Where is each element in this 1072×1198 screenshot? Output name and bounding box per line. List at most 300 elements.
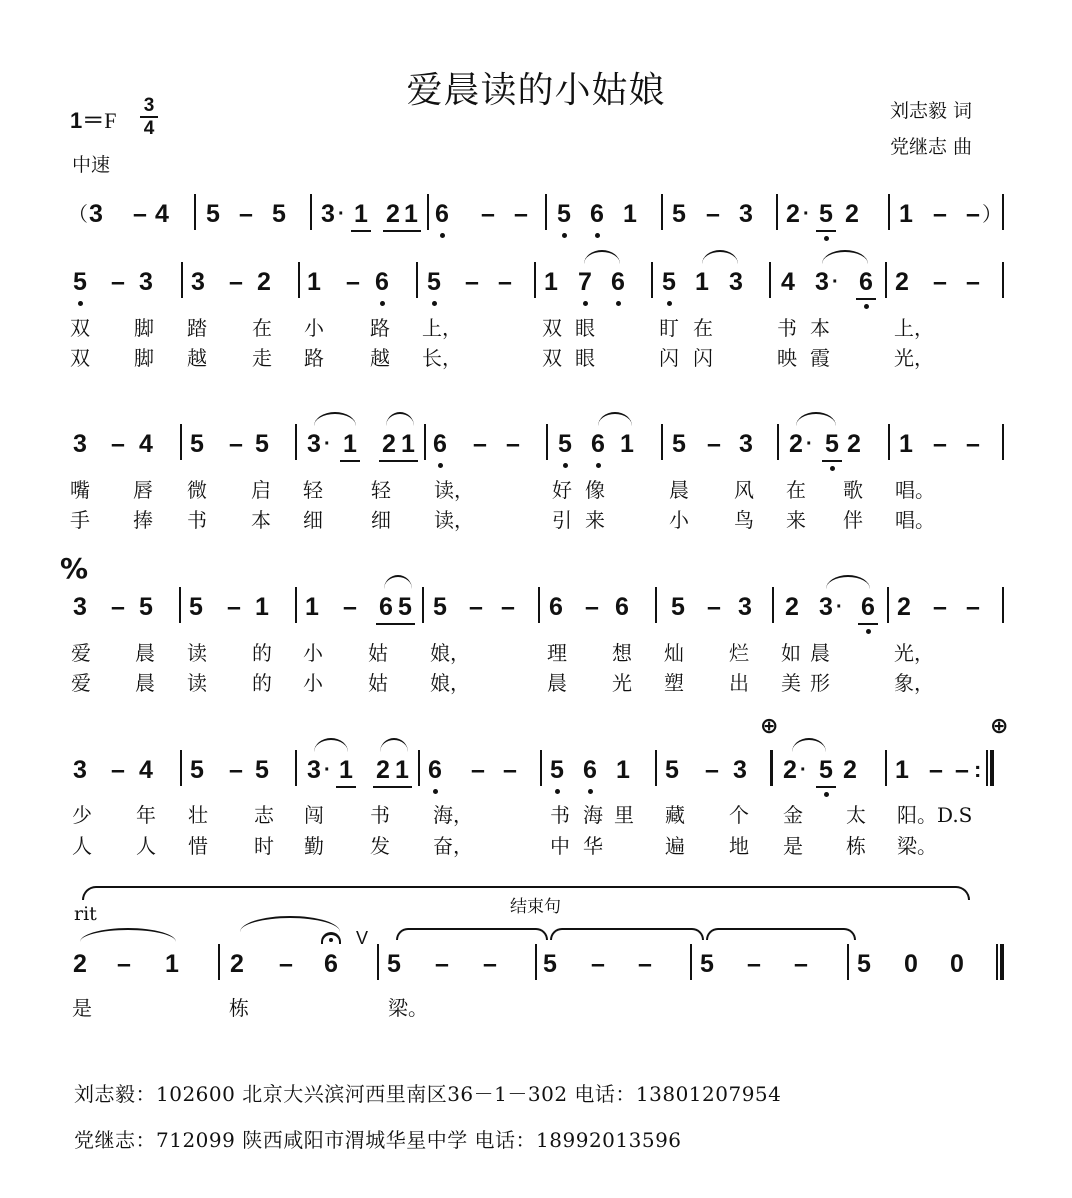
lyric: 晨 — [669, 478, 689, 502]
barline — [218, 944, 220, 980]
note-low: 5 — [424, 268, 444, 296]
staff-line-3 — [70, 430, 1010, 470]
lyric: 爱 — [71, 641, 91, 665]
aug-dot: · — [803, 203, 810, 225]
lyric: 嘴 — [70, 478, 90, 502]
note: 5 — [272, 200, 286, 228]
note: 3 — [73, 593, 87, 621]
note-low: 5 — [659, 268, 679, 296]
barline — [179, 587, 181, 623]
lyric: 塑 — [664, 671, 684, 695]
dash: – — [929, 756, 943, 784]
lyric: 轻 — [303, 478, 323, 502]
final-barline — [996, 944, 1004, 980]
dash: – — [501, 593, 515, 621]
lyric: 奋， — [433, 834, 473, 858]
lyric: 光， — [894, 346, 934, 370]
lyric: 风 — [734, 478, 754, 502]
note: 5 — [255, 756, 269, 784]
tie-bracket — [550, 928, 704, 940]
lyric: 好 — [552, 478, 572, 502]
aug-dot: · — [836, 596, 843, 618]
dash: – — [229, 268, 243, 296]
lyric: 海， — [433, 803, 473, 827]
note: 3 — [815, 268, 829, 296]
note: 4 — [155, 200, 169, 228]
lyric: 脚 — [134, 346, 154, 370]
note: 3 — [729, 268, 743, 296]
note: 1 — [623, 200, 637, 228]
rit-marking: rit — [74, 903, 97, 925]
note: 6 — [376, 593, 396, 621]
lyric: 双 — [70, 316, 90, 340]
note: 3 — [73, 430, 87, 458]
note: 5 — [190, 430, 204, 458]
note-low: 6 — [425, 756, 445, 784]
lyric: 壮 — [188, 803, 208, 827]
rest: 0 — [904, 950, 918, 978]
note: 2 — [786, 200, 800, 228]
dash: – — [933, 268, 947, 296]
note-low: 6 — [858, 593, 878, 621]
note-low: 6 — [608, 268, 628, 296]
dash: – — [638, 950, 652, 978]
barline — [538, 587, 540, 623]
lyric: 理 — [547, 641, 567, 665]
lyric: 是 — [72, 996, 92, 1020]
note: 5 — [395, 593, 415, 621]
lyric: 晨 — [135, 641, 155, 665]
lyric: 灿 — [664, 641, 684, 665]
lyricist-contact: 刘志毅：102600 北京大兴滨河西里南区36－1－302 电话：13801207954 — [74, 1082, 782, 1106]
lyric: 个 — [729, 803, 749, 827]
note: 1 — [307, 268, 321, 296]
rest: 0 — [950, 950, 964, 978]
lyric: 年 — [136, 803, 156, 827]
note: 1 — [899, 430, 913, 458]
note: 2 — [73, 950, 87, 978]
lyric: 娘， — [430, 671, 470, 695]
lyric: 细 — [371, 508, 391, 532]
note: 2 — [257, 268, 271, 296]
aug-dot: · — [324, 433, 331, 455]
barline — [194, 194, 196, 230]
lyric: 藏 — [665, 803, 685, 827]
barline — [885, 750, 887, 786]
lyric: 唱。 — [895, 478, 935, 502]
lyric: 在 — [693, 316, 713, 340]
staff-line-5 — [70, 756, 1010, 796]
lyric: 小 — [669, 508, 689, 532]
note: 3 — [733, 756, 747, 784]
lyric: 微 — [187, 478, 207, 502]
open-paren: （ — [68, 202, 88, 226]
note: 1 — [401, 200, 421, 228]
note: 1 — [392, 756, 412, 784]
dash: – — [435, 950, 449, 978]
note-low: 6 — [856, 268, 876, 296]
note-low: 5 — [555, 430, 575, 458]
dash: – — [346, 268, 360, 296]
lyric: 闯 — [304, 803, 324, 827]
note: 1 — [616, 756, 630, 784]
lyric: 中 — [550, 834, 570, 858]
repeat-dots: : — [974, 757, 982, 782]
note: 5 — [672, 200, 686, 228]
dash: – — [747, 950, 761, 978]
lyric: 双 — [542, 316, 562, 340]
aug-dot: · — [324, 759, 331, 781]
composer-credit: 党继志 曲 — [890, 136, 973, 158]
lyric: 惜 — [188, 834, 208, 858]
barline — [180, 750, 182, 786]
dash: – — [591, 950, 605, 978]
dash: – — [111, 430, 125, 458]
lyric: 少 — [72, 803, 92, 827]
dash: – — [471, 756, 485, 784]
barline — [534, 262, 536, 298]
note: 5 — [433, 593, 447, 621]
lyric: 唱。 — [895, 508, 935, 532]
dash: – — [111, 756, 125, 784]
barline — [769, 262, 771, 298]
lyric: 想 — [612, 641, 632, 665]
time-bottom: 4 — [143, 118, 155, 139]
barline — [776, 194, 778, 230]
note: 4 — [139, 430, 153, 458]
aug-dot: · — [338, 203, 345, 225]
note-low: 7 — [575, 268, 595, 296]
note: 2 — [843, 756, 857, 784]
barline — [377, 944, 379, 980]
lyric: 海 — [583, 803, 603, 827]
slur — [796, 412, 836, 426]
barline — [888, 194, 890, 230]
lyric: 的 — [252, 641, 272, 665]
lyric: 姑 — [368, 641, 388, 665]
barline — [661, 424, 663, 460]
lyric: 像 — [585, 478, 605, 502]
note: 2 — [847, 430, 861, 458]
lyric: 发 — [370, 834, 390, 858]
lyric: 爱 — [71, 671, 91, 695]
lyric: 书 — [370, 803, 390, 827]
barline — [651, 262, 653, 298]
lyric: 上， — [422, 316, 462, 340]
segno-icon: % — [60, 552, 89, 585]
dash: – — [933, 593, 947, 621]
lyric: 在 — [786, 478, 806, 502]
barline — [298, 262, 300, 298]
lyric: 人 — [72, 834, 92, 858]
lyric: 路 — [304, 346, 324, 370]
lyric: 歌 — [843, 478, 863, 502]
coda-icon: ⊕ — [760, 714, 779, 739]
barline — [847, 944, 849, 980]
lyric: 手 — [70, 508, 90, 532]
slur — [380, 738, 408, 752]
note-low: 6 — [587, 200, 607, 228]
note: 2 — [845, 200, 859, 228]
lyric: 的 — [252, 671, 272, 695]
lyricist-credit: 刘志毅 词 — [890, 100, 973, 122]
dash: – — [514, 200, 528, 228]
barline — [416, 262, 418, 298]
lyric: 象， — [894, 671, 934, 695]
barline — [661, 194, 663, 230]
barline — [295, 750, 297, 786]
lyric: 地 — [729, 834, 749, 858]
note: 2 — [383, 200, 403, 228]
note: 3 — [819, 593, 833, 621]
dash: – — [707, 430, 721, 458]
aug-dot: · — [800, 759, 807, 781]
note: 5 — [387, 950, 401, 978]
note-low: 6 — [372, 268, 392, 296]
dash: – — [117, 950, 131, 978]
lyric: 人 — [136, 834, 156, 858]
note-low: 5 — [554, 200, 574, 228]
lyric: 双 — [542, 346, 562, 370]
lyric: 光， — [894, 641, 934, 665]
note: 5 — [206, 200, 220, 228]
lyric: 遍 — [665, 834, 685, 858]
lyric: 捧 — [133, 508, 153, 532]
lyric: 是 — [783, 834, 803, 858]
lyric: 走 — [252, 346, 272, 370]
note: 4 — [781, 268, 795, 296]
lyric: 光 — [612, 671, 632, 695]
slur — [598, 412, 632, 426]
lyric: 书 — [550, 803, 570, 827]
note: 5 — [665, 756, 679, 784]
lyric: 烂 — [729, 641, 749, 665]
note: 1 — [899, 200, 913, 228]
barline — [1002, 262, 1004, 298]
aug-dot: · — [832, 271, 839, 293]
dash: – — [966, 200, 980, 228]
dash: – — [966, 593, 980, 621]
note: 3 — [73, 756, 87, 784]
barline — [1002, 424, 1004, 460]
lyric: 晨 — [547, 671, 567, 695]
lyric: 脚 — [134, 316, 154, 340]
note: 5 — [189, 593, 203, 621]
key-letter: F — [104, 108, 117, 133]
note-low: 5 — [816, 756, 836, 784]
dash: – — [706, 200, 720, 228]
slur — [826, 575, 870, 589]
lyric: 引 — [552, 508, 572, 532]
note: 2 — [373, 756, 393, 784]
barline — [427, 194, 429, 230]
note: 2 — [230, 950, 244, 978]
note-low: 6 — [430, 430, 450, 458]
note: 3 — [139, 268, 153, 296]
dash: – — [933, 200, 947, 228]
note: 3 — [89, 200, 103, 228]
lyric: 伴 — [843, 508, 863, 532]
note: 1 — [620, 430, 634, 458]
lyric: 盯 — [659, 316, 679, 340]
dash: – — [966, 430, 980, 458]
lyric: 小 — [304, 316, 324, 340]
dash: – — [279, 950, 293, 978]
lyric: 读 — [187, 671, 207, 695]
slur — [822, 250, 868, 264]
lyric: 读， — [434, 508, 474, 532]
note-low: 6 — [580, 756, 600, 784]
barline — [690, 944, 692, 980]
lyric: 启 — [251, 478, 271, 502]
note: 3 — [307, 430, 321, 458]
dash: – — [707, 593, 721, 621]
note-low: 5 — [816, 200, 836, 228]
lyric: 梁。 — [897, 834, 937, 858]
lyric: 闪 — [693, 346, 713, 370]
lyric: 本 — [810, 316, 830, 340]
time-top: 3 — [143, 95, 155, 116]
note: 5 — [139, 593, 153, 621]
barline — [540, 750, 542, 786]
breath-mark-icon: V — [356, 928, 369, 948]
lyric: 细 — [303, 508, 323, 532]
lyric: 出 — [729, 671, 749, 695]
barline — [295, 587, 297, 623]
barline — [772, 587, 774, 623]
lyric: 栋 — [229, 996, 249, 1020]
slur — [314, 738, 348, 752]
lyric: 晨 — [135, 671, 155, 695]
close-paren: ） — [982, 202, 1002, 226]
lyric: 华 — [583, 834, 603, 858]
note: 5 — [543, 950, 557, 978]
dash: – — [705, 756, 719, 784]
lyric: 形 — [810, 671, 830, 695]
dash: – — [469, 593, 483, 621]
note: 3 — [307, 756, 321, 784]
lyric: 小 — [303, 641, 323, 665]
dash: – — [966, 268, 980, 296]
lyric: 长， — [422, 346, 462, 370]
note: 6 — [324, 950, 338, 978]
barline — [885, 262, 887, 298]
barline — [535, 944, 537, 980]
lyric: 太 — [846, 803, 866, 827]
lyric: 小 — [303, 671, 323, 695]
lyric: 书 — [777, 316, 797, 340]
dash: – — [483, 950, 497, 978]
dash: – — [506, 430, 520, 458]
staff-line-1 — [70, 200, 1010, 240]
note: 2 — [379, 430, 399, 458]
note: 2 — [789, 430, 803, 458]
note: 3 — [321, 200, 335, 228]
slur — [584, 250, 620, 264]
note: 5 — [255, 430, 269, 458]
lyric: 闪 — [659, 346, 679, 370]
repeat-end-barline — [986, 750, 994, 786]
time-signature — [140, 96, 158, 138]
note: 3 — [738, 593, 752, 621]
slur — [386, 412, 414, 426]
lyric: 梁。 — [388, 996, 428, 1020]
note: 1 — [336, 756, 356, 784]
dash: – — [227, 593, 241, 621]
aug-dot: · — [806, 433, 813, 455]
key-signature — [70, 104, 117, 135]
lyric: 姑 — [368, 671, 388, 695]
tie — [240, 916, 340, 932]
staff-line-4 — [70, 593, 1010, 633]
lyric: 双 — [70, 346, 90, 370]
barline — [1002, 194, 1004, 230]
dash: – — [229, 430, 243, 458]
lyric: 来 — [585, 508, 605, 532]
slur — [314, 412, 356, 426]
barline — [888, 424, 890, 460]
dash: – — [498, 268, 512, 296]
dash: – — [473, 430, 487, 458]
note: 5 — [857, 950, 871, 978]
fermata-icon — [321, 932, 341, 944]
dash: – — [933, 430, 947, 458]
note: 1 — [398, 430, 418, 458]
lyric: 读， — [434, 478, 474, 502]
dash: – — [343, 593, 357, 621]
lyric: 美 — [781, 671, 801, 695]
ending-label: 结束句 — [510, 897, 561, 917]
note: 5 — [190, 756, 204, 784]
dash: – — [585, 593, 599, 621]
note: 1 — [544, 268, 558, 296]
barline — [181, 262, 183, 298]
note: 2 — [897, 593, 911, 621]
lyric: 金 — [783, 803, 803, 827]
note: 3 — [739, 430, 753, 458]
lyric: 鸟 — [734, 508, 754, 532]
barline — [422, 587, 424, 623]
slur — [792, 738, 826, 752]
lyric: 霞 — [810, 346, 830, 370]
tie-bracket — [706, 928, 856, 940]
note: 5 — [671, 593, 685, 621]
coda-icon: ⊕ — [990, 714, 1009, 739]
note: 4 — [139, 756, 153, 784]
dash: – — [239, 200, 253, 228]
composer-contact: 党继志：712099 陕西咸阳市渭城华星中学 电话：18992013596 — [74, 1128, 682, 1152]
note-low: 6 — [588, 430, 608, 458]
barline — [295, 424, 297, 460]
slur — [702, 250, 738, 264]
lyric: 眼 — [575, 316, 595, 340]
note: 1 — [695, 268, 709, 296]
slur — [80, 928, 176, 942]
dash: – — [111, 268, 125, 296]
barline — [418, 750, 420, 786]
tie-bracket — [396, 928, 548, 940]
note: 3 — [191, 268, 205, 296]
lyric: 栋 — [846, 834, 866, 858]
barline — [1002, 587, 1004, 623]
note: 1 — [305, 593, 319, 621]
barline — [770, 750, 773, 786]
lyric: 读 — [187, 641, 207, 665]
lyric: 来 — [786, 508, 806, 532]
staff-line-6 — [70, 928, 1010, 990]
note-low: 5 — [547, 756, 567, 784]
note: 1 — [165, 950, 179, 978]
